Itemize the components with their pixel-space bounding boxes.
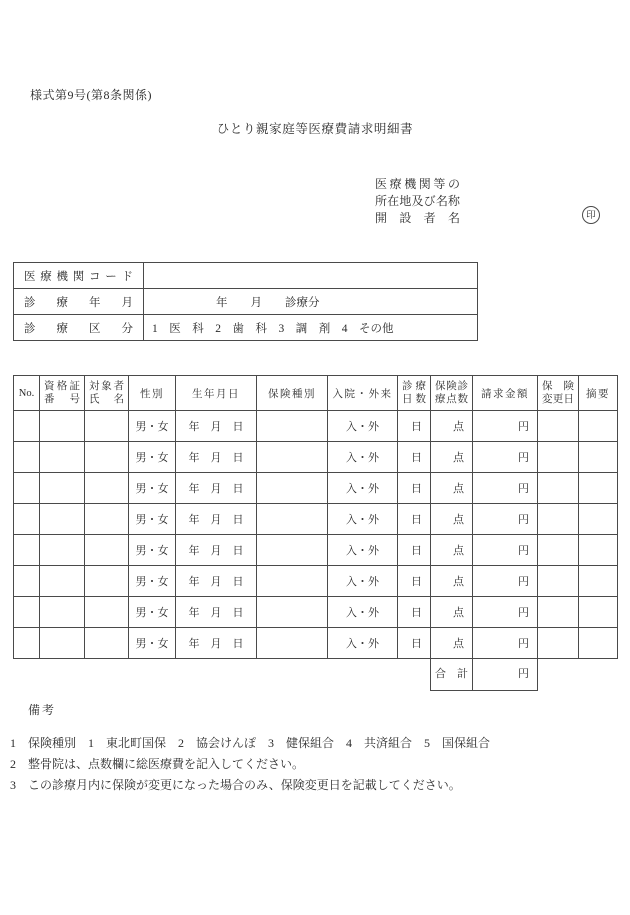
- seal-icon: 印: [582, 206, 600, 224]
- cell-inpatient-outpatient: 入・外: [328, 442, 398, 473]
- cell-remarks: [579, 504, 618, 535]
- claim-table-header: [14, 376, 618, 411]
- cell-birthdate: 年 月 日: [176, 566, 257, 597]
- cell-insurance-points: 点: [431, 535, 473, 566]
- col-header-sex: 性別: [129, 376, 176, 411]
- cell-cert-number: [40, 473, 85, 504]
- cell-birthdate: 年 月 日: [176, 473, 257, 504]
- claim-table-row: [14, 473, 618, 504]
- cell-cert-number: [40, 504, 85, 535]
- cell-cert-number: [40, 411, 85, 442]
- cell-remarks: [579, 411, 618, 442]
- total-label: 合 計: [430, 658, 473, 691]
- cell-no: [14, 597, 40, 628]
- cell-treatment-days: 日: [398, 628, 431, 659]
- cell-no: [14, 535, 40, 566]
- cell-insurance-type: [257, 442, 328, 473]
- cell-subject-name: [85, 442, 129, 473]
- cell-sex: 男・女: [129, 504, 176, 535]
- cell-treatment-days: 日: [398, 535, 431, 566]
- cell-claim-amount: 円: [473, 504, 538, 535]
- cell-claim-amount: 円: [473, 535, 538, 566]
- info-row-category: [14, 315, 478, 341]
- cell-insurance-type: [257, 473, 328, 504]
- cell-subject-name: [85, 628, 129, 659]
- claim-table-row: [14, 504, 618, 535]
- cell-insurance-change-date: [538, 473, 579, 504]
- info-value-month: 年 月 診療分: [144, 289, 478, 315]
- cell-insurance-change-date: [538, 411, 579, 442]
- total-row: [430, 658, 538, 691]
- cell-no: [14, 504, 40, 535]
- cell-insurance-points: 点: [431, 504, 473, 535]
- col-header-no: No.: [14, 376, 40, 411]
- cell-cert-number: [40, 597, 85, 628]
- claim-table-row: [14, 597, 618, 628]
- cell-treatment-days: 日: [398, 566, 431, 597]
- cell-insurance-type: [257, 535, 328, 566]
- cell-inpatient-outpatient: 入・外: [328, 535, 398, 566]
- cell-birthdate: 年 月 日: [176, 628, 257, 659]
- cell-treatment-days: 日: [398, 504, 431, 535]
- cell-remarks: [579, 442, 618, 473]
- info-table: [13, 262, 478, 341]
- info-row-code: [14, 263, 478, 289]
- cell-birthdate: 年 月 日: [176, 597, 257, 628]
- cell-claim-amount: 円: [473, 566, 538, 597]
- cell-inpatient-outpatient: 入・外: [328, 411, 398, 442]
- col-header-subject-name: 対象者 氏 名: [85, 376, 129, 411]
- cell-inpatient-outpatient: 入・外: [328, 566, 398, 597]
- cell-insurance-points: 点: [431, 411, 473, 442]
- col-header-insurance-points: 保険診 療点数: [431, 376, 473, 411]
- cell-cert-number: [40, 628, 85, 659]
- claim-table-row: [14, 628, 618, 659]
- col-header-treatment-days: 診療 日数: [398, 376, 431, 411]
- col-header-inpatient-outpatient: 入院・外来: [328, 376, 398, 411]
- cell-remarks: [579, 566, 618, 597]
- cell-cert-number: [40, 535, 85, 566]
- cell-insurance-points: 点: [431, 566, 473, 597]
- cell-insurance-type: [257, 597, 328, 628]
- cell-subject-name: [85, 411, 129, 442]
- cell-insurance-type: [257, 504, 328, 535]
- cell-remarks: [579, 473, 618, 504]
- cell-sex: 男・女: [129, 442, 176, 473]
- form-number: 様式第9号(第8条関係): [30, 88, 152, 102]
- cell-claim-amount: 円: [473, 442, 538, 473]
- info-value-code: [144, 263, 478, 289]
- col-header-cert-number: 資格証 番 号: [40, 376, 85, 411]
- note-item-3: 3 この診療月内に保険が変更になった場合のみ、保険変更日を記載してください。: [10, 778, 461, 792]
- cell-claim-amount: 円: [473, 628, 538, 659]
- note-item-1: 1 保険種別 1 東北町国保 2 協会けんぽ 3 健保組合 4 共済組合 5 国保組合: [10, 736, 491, 750]
- cell-insurance-change-date: [538, 566, 579, 597]
- col-header-insurance-change-date: 保 険 変更日: [538, 376, 579, 411]
- cell-insurance-type: [257, 566, 328, 597]
- provider-line-1: 医療機関等の: [375, 177, 460, 191]
- col-header-claim-amount: 請求金額: [473, 376, 538, 411]
- cell-birthdate: 年 月 日: [176, 535, 257, 566]
- cell-claim-amount: 円: [473, 411, 538, 442]
- cell-no: [14, 566, 40, 597]
- cell-insurance-points: 点: [431, 628, 473, 659]
- info-label-month: 診療年月: [14, 289, 144, 315]
- cell-subject-name: [85, 535, 129, 566]
- cell-treatment-days: 日: [398, 442, 431, 473]
- cell-insurance-change-date: [538, 628, 579, 659]
- provider-line-2: 所在地及び名称: [375, 194, 460, 208]
- col-header-remarks: 摘要: [579, 376, 618, 411]
- cell-insurance-type: [257, 411, 328, 442]
- cell-no: [14, 473, 40, 504]
- info-label-code: 医療機関コード: [14, 263, 144, 289]
- cell-subject-name: [85, 504, 129, 535]
- notes-heading: 備考: [28, 703, 57, 717]
- cell-treatment-days: 日: [398, 473, 431, 504]
- cell-insurance-points: 点: [431, 442, 473, 473]
- cell-treatment-days: 日: [398, 411, 431, 442]
- cell-insurance-points: 点: [431, 597, 473, 628]
- cell-insurance-points: 点: [431, 473, 473, 504]
- note-item-2: 2 整骨院は、点数欄に総医療費を記入してください。: [10, 757, 305, 771]
- info-label-category: 診療区分: [14, 315, 144, 341]
- cell-subject-name: [85, 597, 129, 628]
- claim-table-body: [14, 411, 618, 659]
- claim-table-row: [14, 535, 618, 566]
- cell-birthdate: 年 月 日: [176, 442, 257, 473]
- cell-insurance-change-date: [538, 504, 579, 535]
- provider-line-3: 開設者名: [375, 211, 460, 225]
- provider-address-block: [375, 176, 460, 227]
- cell-claim-amount: 円: [473, 473, 538, 504]
- claim-table-row: [14, 566, 618, 597]
- cell-sex: 男・女: [129, 597, 176, 628]
- cell-insurance-change-date: [538, 535, 579, 566]
- info-row-month: [14, 289, 478, 315]
- claim-table: [13, 375, 618, 659]
- cell-birthdate: 年 月 日: [176, 411, 257, 442]
- claim-table-row: [14, 411, 618, 442]
- cell-treatment-days: 日: [398, 597, 431, 628]
- cell-remarks: [579, 597, 618, 628]
- cell-inpatient-outpatient: 入・外: [328, 628, 398, 659]
- page-title: ひとり親家庭等医療費請求明細書: [216, 122, 414, 136]
- cell-no: [14, 411, 40, 442]
- col-header-insurance-type: 保険種別: [257, 376, 328, 411]
- claim-table-row: [14, 442, 618, 473]
- notes-list: [10, 733, 620, 796]
- total-amount: 円: [473, 658, 538, 691]
- cell-sex: 男・女: [129, 411, 176, 442]
- cell-inpatient-outpatient: 入・外: [328, 473, 398, 504]
- cell-subject-name: [85, 566, 129, 597]
- cell-birthdate: 年 月 日: [176, 504, 257, 535]
- col-header-birthdate: 生年月日: [176, 376, 257, 411]
- cell-insurance-change-date: [538, 597, 579, 628]
- cell-sex: 男・女: [129, 566, 176, 597]
- cell-cert-number: [40, 566, 85, 597]
- cell-insurance-change-date: [538, 442, 579, 473]
- cell-no: [14, 628, 40, 659]
- cell-no: [14, 442, 40, 473]
- cell-inpatient-outpatient: 入・外: [328, 504, 398, 535]
- cell-remarks: [579, 628, 618, 659]
- cell-cert-number: [40, 442, 85, 473]
- cell-sex: 男・女: [129, 628, 176, 659]
- cell-inpatient-outpatient: 入・外: [328, 597, 398, 628]
- cell-remarks: [579, 535, 618, 566]
- cell-insurance-type: [257, 628, 328, 659]
- info-value-category: 1 医 科 2 歯 科 3 調 剤 4 その他: [144, 315, 478, 341]
- cell-sex: 男・女: [129, 473, 176, 504]
- cell-claim-amount: 円: [473, 597, 538, 628]
- cell-sex: 男・女: [129, 535, 176, 566]
- cell-subject-name: [85, 473, 129, 504]
